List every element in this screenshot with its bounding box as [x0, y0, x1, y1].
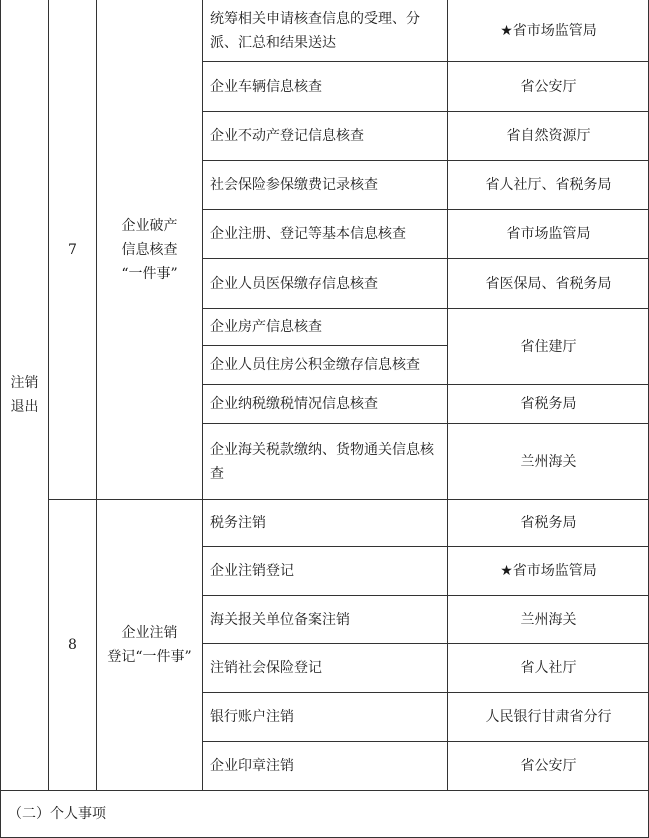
dept-text: 省医保局、省税务局: [485, 275, 612, 292]
dept-text: 人民银行甘肃省分行: [485, 709, 612, 725]
dept-cell: [449, 161, 648, 209]
group-name-line: 登记“一件事”: [107, 649, 192, 665]
dept-text: 省自然资源厅: [506, 128, 591, 144]
group-name-line: “一件事”: [121, 265, 178, 282]
task-cell: [204, 547, 444, 595]
group-name-line: 信息核查: [121, 241, 178, 258]
dept-cell: [449, 259, 648, 308]
dept-text: 省住建厅: [520, 338, 577, 355]
group-number: 8: [68, 637, 77, 653]
task-cell: [204, 596, 444, 643]
dept-text: 省市场监管局: [506, 226, 591, 242]
dept-cell-merged: [449, 309, 648, 384]
dept-cell: [449, 385, 648, 423]
dept-text: 省公安厅: [520, 758, 577, 774]
task-text: 企业车辆信息核查: [210, 78, 322, 95]
dept-cell: [449, 596, 648, 643]
task-text: 企业不动产登记信息核查: [210, 128, 364, 144]
dept-cell: [449, 210, 648, 258]
section-heading-text: （二）个人事项: [8, 806, 106, 822]
group-name-line: 企业破产: [121, 217, 178, 234]
task-text: 企业注销登记: [210, 563, 294, 579]
task-text: 海关报关单位备案注销: [210, 611, 350, 628]
dept-cell: [449, 547, 648, 595]
task-text: 企业印章注销: [210, 758, 294, 774]
dept-cell: [449, 112, 648, 160]
task-cell: [204, 259, 444, 308]
group-name-8: [97, 500, 202, 790]
dept-cell: [449, 644, 648, 692]
group-name-7: [97, 0, 202, 499]
dept-cell: [449, 424, 648, 499]
dept-text: 省人社厅: [520, 660, 577, 676]
task-cell: [204, 161, 444, 209]
task-text: 企业房产信息核查: [210, 319, 322, 335]
dept-text: 兰州海关: [520, 453, 577, 470]
dept-cell: [449, 693, 648, 741]
task-cell: [204, 644, 444, 692]
task-text: 税务注销: [210, 515, 266, 531]
task-cell: [204, 210, 444, 258]
task-text: 企业海关税款缴纳、货物通关信息核查: [210, 441, 434, 482]
category-label: 注销退出: [10, 375, 39, 415]
task-text: 企业人员医保缴存信息核查: [210, 275, 378, 292]
dept-cell: [449, 500, 648, 546]
task-cell: [204, 309, 444, 345]
category-cell: [1, 0, 48, 790]
dept-text: 省市场监管局: [512, 563, 597, 579]
task-text: 注销社会保险登记: [210, 660, 322, 676]
task-cell: [204, 346, 444, 384]
group-number-7: [49, 0, 96, 499]
task-text: 企业纳税缴税情况信息核查: [210, 396, 378, 412]
task-cell: [204, 112, 444, 160]
task-cell: [204, 0, 444, 61]
dept-text: 省人社厅、省税务局: [485, 177, 612, 193]
task-cell: [204, 693, 444, 741]
dept-text: 省税务局: [520, 396, 577, 412]
dept-text: 省税务局: [520, 515, 577, 531]
group-number-8: [49, 500, 96, 790]
task-cell: [204, 424, 444, 499]
task-cell: [204, 385, 444, 423]
group-name-line: 企业注销: [121, 625, 178, 641]
task-text: 统筹相关申请核查信息的受理、分派、汇总和结果送达: [210, 10, 420, 51]
task-text: 企业人员住房公积金缴存信息核查: [210, 357, 420, 373]
dept-cell: [449, 62, 648, 111]
task-cell: [204, 62, 444, 111]
dept-text: 省公安厅: [520, 78, 577, 95]
group-number: 7: [68, 241, 77, 258]
task-text: 银行账户注销: [210, 709, 294, 725]
dept-text: 兰州海关: [520, 611, 577, 628]
task-cell: [204, 742, 444, 790]
star-icon: [500, 559, 513, 583]
section-heading: [8, 791, 638, 837]
dept-text: 省市场监管局: [512, 22, 597, 39]
task-text: 社会保险参保缴费记录核查: [210, 177, 378, 193]
star-icon: [500, 19, 513, 43]
dept-cell: [449, 742, 648, 790]
dept-cell: [449, 0, 648, 61]
task-text: 企业注册、登记等基本信息核查: [210, 226, 406, 242]
task-cell: [204, 500, 444, 546]
